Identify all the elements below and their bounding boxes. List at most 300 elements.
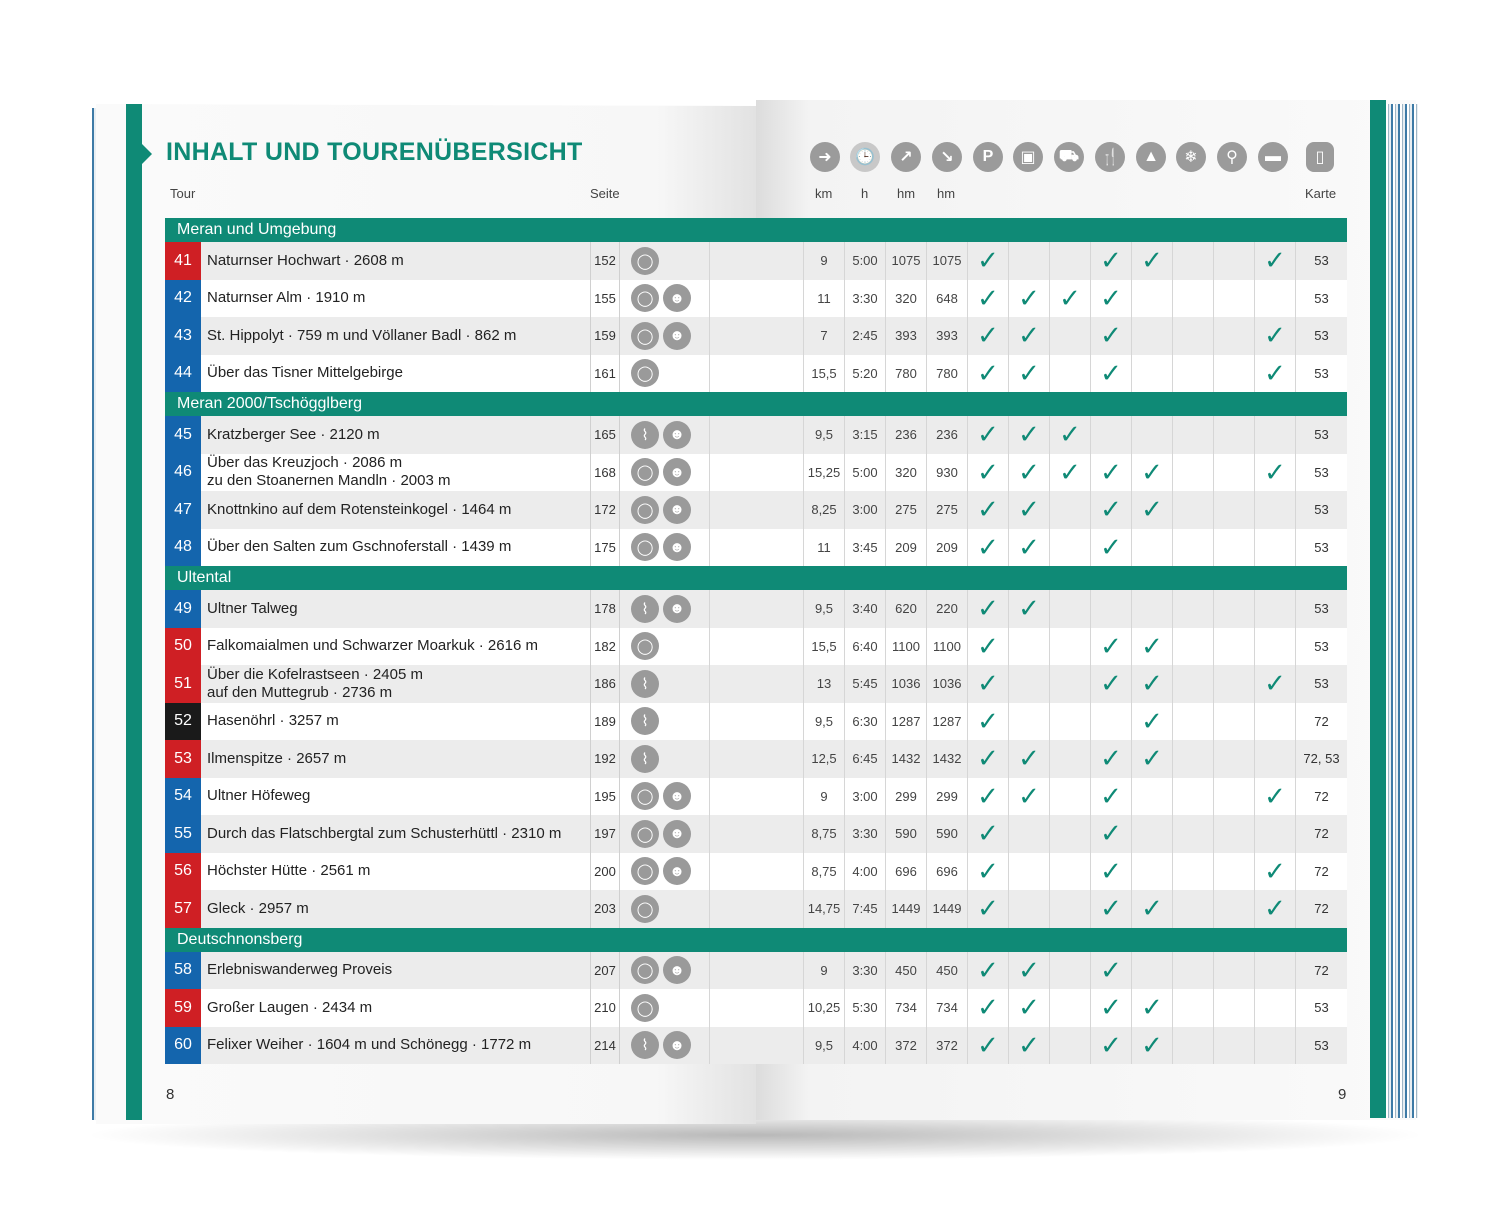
family-icon: ☻ <box>663 322 691 350</box>
map-ref: 72 <box>1295 952 1347 990</box>
family-icon: ☻ <box>663 284 691 312</box>
section-header: Meran und Umgebung <box>165 218 1347 242</box>
gutter-gap <box>709 454 803 492</box>
tour-name-line1: Falkomaialmen und Schwarzer Moarkuk · 2616 m <box>207 637 538 655</box>
feature-check <box>1172 778 1213 816</box>
feature-check <box>1254 454 1295 492</box>
map-ref: 53 <box>1295 454 1347 492</box>
tour-type-icons <box>631 491 711 529</box>
tour-row[interactable] <box>165 665 1347 703</box>
tour-number: 49 <box>165 590 201 628</box>
tour-type-icons <box>631 665 711 703</box>
map-ref: 53 <box>1295 1027 1347 1065</box>
duration-h: 3:40 <box>844 590 885 628</box>
feature-check <box>1172 491 1213 529</box>
feature-check <box>1254 529 1295 567</box>
tour-type-icons <box>631 703 711 741</box>
duration-h: 3:30 <box>844 815 885 853</box>
tour-number: 43 <box>165 317 201 355</box>
feature-check <box>1090 590 1131 628</box>
tour-name-line1: St. Hippolyt · 759 m und Völlaner Badl · 862 m <box>207 326 517 344</box>
feature-check <box>1049 665 1090 703</box>
tour-row[interactable] <box>165 853 1347 891</box>
gutter-gap <box>709 703 803 741</box>
feature-check <box>1254 890 1295 928</box>
tour-name <box>207 529 587 567</box>
feature-check <box>1213 491 1254 529</box>
feature-check: ✓ <box>1008 778 1049 816</box>
ascent-hm: 734 <box>885 989 926 1027</box>
tour-name-line1: Ultner Höfeweg <box>207 787 311 805</box>
loop-tour-icon: ◯ <box>631 857 659 885</box>
feature-check <box>1213 628 1254 666</box>
feature-check: ✓ <box>1131 628 1172 666</box>
map-ref: 53 <box>1295 989 1347 1027</box>
map-ref: 72 <box>1295 703 1347 741</box>
col-header-hm-up: hm <box>897 186 916 201</box>
feature-check <box>1254 853 1295 891</box>
map-ref: 53 <box>1295 590 1347 628</box>
tour-row[interactable] <box>165 1027 1347 1065</box>
descent-hm: 220 <box>926 590 967 628</box>
tour-name-line1: Knottnkino auf dem Rotensteinkogel · 1464 m <box>207 500 512 518</box>
family-icon: ☻ <box>663 956 691 984</box>
feature-check <box>1213 590 1254 628</box>
distance-km: 9 <box>803 952 844 990</box>
distance-km: 15,25 <box>803 454 844 492</box>
feature-check: ✓ <box>967 355 1008 393</box>
tour-row[interactable] <box>165 703 1347 741</box>
feature-check <box>1213 317 1254 355</box>
feature-check <box>1172 317 1213 355</box>
feature-check: ✓ <box>967 628 1008 666</box>
distance-km: 11 <box>803 280 844 318</box>
tour-number: 55 <box>165 815 201 853</box>
tour-type-icons <box>631 454 711 492</box>
loop-tour-icon: ◯ <box>631 322 659 350</box>
tour-type-icons <box>631 853 711 891</box>
feature-check <box>1254 242 1295 280</box>
feature-check <box>1254 491 1295 529</box>
feature-check <box>1008 703 1049 741</box>
descent-hm: 209 <box>926 529 967 567</box>
tour-row[interactable] <box>165 416 1347 454</box>
feature-check: ✓ <box>1049 280 1090 318</box>
tour-row[interactable] <box>165 280 1347 318</box>
tour-name <box>207 815 587 853</box>
distance-km: 8,25 <box>803 491 844 529</box>
page-ref: 207 <box>590 952 620 990</box>
tour-row[interactable] <box>165 529 1347 567</box>
gutter-gap <box>709 628 803 666</box>
oneway-tour-icon: ⌇ <box>631 421 659 449</box>
oneway-tour-icon: ⌇ <box>631 595 659 623</box>
duration-h: 3:30 <box>844 952 885 990</box>
feature-check: ✓ <box>1131 740 1172 778</box>
col-header-seite: Seite <box>590 186 620 201</box>
distance-km: 12,5 <box>803 740 844 778</box>
tour-number: 47 <box>165 491 201 529</box>
map-ref: 53 <box>1295 416 1347 454</box>
tour-number: 45 <box>165 416 201 454</box>
ascent-hm: 320 <box>885 454 926 492</box>
distance-km: 11 <box>803 529 844 567</box>
feature-check <box>1049 703 1090 741</box>
feature-check: ✓ <box>1090 778 1131 816</box>
tour-name-line1: Erlebniswanderweg Proveis <box>207 961 393 979</box>
descent-hm: 1036 <box>926 665 967 703</box>
feature-check <box>1213 740 1254 778</box>
feature-check <box>1213 952 1254 990</box>
feature-check: ✓ <box>1090 317 1131 355</box>
map-ref: 72, 53 <box>1295 740 1347 778</box>
feature-check <box>1172 529 1213 567</box>
tour-name <box>207 416 587 454</box>
tour-row[interactable] <box>165 590 1347 628</box>
gutter-gap <box>709 815 803 853</box>
tour-number: 41 <box>165 242 201 280</box>
feature-check <box>1172 890 1213 928</box>
tour-name <box>207 242 587 280</box>
descent-hm: 696 <box>926 853 967 891</box>
gutter-gap <box>709 355 803 393</box>
tour-type-icons <box>631 355 711 393</box>
tour-row[interactable] <box>165 778 1347 816</box>
page-ref: 214 <box>590 1027 620 1065</box>
feature-check: ✓ <box>1131 890 1172 928</box>
feature-check: ✓ <box>1008 355 1049 393</box>
descent-hm: 1075 <box>926 242 967 280</box>
left-accent-bar <box>126 104 142 1120</box>
distance-km: 9,5 <box>803 416 844 454</box>
descent-hm: 1449 <box>926 890 967 928</box>
feature-check: ✓ <box>967 491 1008 529</box>
tour-name <box>207 853 587 891</box>
tour-name <box>207 317 587 355</box>
loop-tour-icon: ◯ <box>631 284 659 312</box>
oneway-tour-icon: ⌇ <box>631 1031 659 1059</box>
tour-type-icons <box>631 740 711 778</box>
family-icon: ☻ <box>663 820 691 848</box>
feature-check: ✓ <box>1008 952 1049 990</box>
tour-number: 42 <box>165 280 201 318</box>
loop-tour-icon: ◯ <box>631 359 659 387</box>
feature-check: ✓ <box>1090 280 1131 318</box>
tour-row[interactable] <box>165 242 1347 280</box>
ascent-icon: ↗ <box>891 142 921 172</box>
feature-check <box>1213 815 1254 853</box>
tour-row[interactable] <box>165 989 1347 1027</box>
clock-icon: 🕒 <box>850 142 880 172</box>
feature-check <box>1131 853 1172 891</box>
loop-tour-icon: ◯ <box>631 994 659 1022</box>
summit-icon: ▲ <box>1136 142 1166 172</box>
ascent-hm: 1075 <box>885 242 926 280</box>
duration-h: 5:30 <box>844 989 885 1027</box>
feature-check <box>1213 454 1254 492</box>
loop-tour-icon: ◯ <box>631 247 659 275</box>
feature-check: ✓ <box>967 989 1008 1027</box>
feature-check <box>1254 280 1295 318</box>
duration-h: 7:45 <box>844 890 885 928</box>
ascent-hm: 1449 <box>885 890 926 928</box>
feature-check <box>1049 952 1090 990</box>
family-icon: ☻ <box>663 533 691 561</box>
feature-check: ✓ <box>967 454 1008 492</box>
tour-name-line1: Ultner Talweg <box>207 599 298 617</box>
feature-check <box>1049 317 1090 355</box>
feature-check: ✓ <box>1131 1027 1172 1065</box>
gutter-gap <box>709 952 803 990</box>
feature-check: ✓ <box>967 529 1008 567</box>
tour-number: 54 <box>165 778 201 816</box>
feature-check: ✓ <box>1008 280 1049 318</box>
page-ref: 165 <box>590 416 620 454</box>
feature-check <box>1213 890 1254 928</box>
feature-check: ✓ <box>1008 989 1049 1027</box>
distance-km: 9,5 <box>803 703 844 741</box>
map-ref: 53 <box>1295 529 1347 567</box>
feature-check: ✓ <box>967 853 1008 891</box>
tour-number: 48 <box>165 529 201 567</box>
feature-check: ✓ <box>1090 491 1131 529</box>
signpost-icon: ➜ <box>810 142 840 172</box>
tour-name <box>207 280 587 318</box>
feature-check <box>1254 416 1295 454</box>
feature-check <box>1254 665 1295 703</box>
distance-km: 9 <box>803 778 844 816</box>
tour-number: 50 <box>165 628 201 666</box>
feature-check <box>1213 529 1254 567</box>
feature-check: ✓ <box>967 952 1008 990</box>
feature-check: ✓ <box>967 590 1008 628</box>
tour-type-icons <box>631 529 711 567</box>
section-header: Ultental <box>165 566 1347 590</box>
page-ref: 159 <box>590 317 620 355</box>
tour-number: 51 <box>165 665 201 703</box>
feature-check <box>1254 628 1295 666</box>
feature-check: ✓ <box>967 416 1008 454</box>
feature-check <box>1049 590 1090 628</box>
bed-icon: ▬ <box>1258 142 1288 172</box>
feature-check <box>1254 590 1295 628</box>
feature-check: ✓ <box>1131 242 1172 280</box>
tour-name <box>207 628 587 666</box>
loop-tour-icon: ◯ <box>631 533 659 561</box>
gutter-gap <box>709 665 803 703</box>
feature-check <box>1213 280 1254 318</box>
oneway-tour-icon: ⌇ <box>631 745 659 773</box>
tour-type-icons <box>631 815 711 853</box>
feature-check <box>1172 454 1213 492</box>
feature-check: ✓ <box>967 703 1008 741</box>
feature-check: ✓ <box>1008 740 1049 778</box>
feature-check <box>1049 242 1090 280</box>
descent-hm: 930 <box>926 454 967 492</box>
tour-name <box>207 778 587 816</box>
map-ref: 53 <box>1295 280 1347 318</box>
gutter-gap <box>709 242 803 280</box>
tour-row[interactable] <box>165 355 1347 393</box>
tour-row[interactable] <box>165 890 1347 928</box>
tour-type-icons <box>631 778 711 816</box>
loop-tour-icon: ◯ <box>631 782 659 810</box>
tour-name-line1: Über den Salten zum Gschnoferstall · 1439 m <box>207 538 512 556</box>
tour-name <box>207 740 587 778</box>
family-icon: ☻ <box>663 782 691 810</box>
feature-check: ✓ <box>1090 815 1131 853</box>
oneway-tour-icon: ⌇ <box>631 707 659 735</box>
feature-check <box>1131 815 1172 853</box>
feature-check <box>1172 628 1213 666</box>
page-ref: 189 <box>590 703 620 741</box>
page-ref: 155 <box>590 280 620 318</box>
right-page-edges <box>1386 104 1418 1118</box>
feature-check: ✓ <box>967 778 1008 816</box>
gutter-gap <box>709 317 803 355</box>
feature-check <box>1172 703 1213 741</box>
duration-h: 5:00 <box>844 242 885 280</box>
page-title: INHALT UND TOURENÜBERSICHT <box>166 138 583 166</box>
parking-icon: P <box>973 142 1003 172</box>
distance-km: 8,75 <box>803 853 844 891</box>
gutter-gap <box>709 280 803 318</box>
distance-km: 7 <box>803 317 844 355</box>
feature-check: ✓ <box>1090 853 1131 891</box>
tour-number: 44 <box>165 355 201 393</box>
map-ref: 53 <box>1295 491 1347 529</box>
winter-icon: ❄ <box>1176 142 1206 172</box>
feature-check <box>1172 590 1213 628</box>
tour-row[interactable] <box>165 491 1347 529</box>
feature-check: ✓ <box>967 317 1008 355</box>
descent-hm: 734 <box>926 989 967 1027</box>
page-ref: 172 <box>590 491 620 529</box>
tour-number: 53 <box>165 740 201 778</box>
map-icon: ▯ <box>1306 142 1334 172</box>
ascent-hm: 275 <box>885 491 926 529</box>
tour-number: 57 <box>165 890 201 928</box>
gutter-gap <box>709 590 803 628</box>
distance-km: 8,75 <box>803 815 844 853</box>
tour-row[interactable] <box>165 454 1347 492</box>
col-header-hm-down: hm <box>937 186 956 201</box>
feature-check: ✓ <box>1008 1027 1049 1065</box>
feature-check: ✓ <box>1008 317 1049 355</box>
feature-check: ✓ <box>1090 989 1131 1027</box>
feature-check <box>1008 815 1049 853</box>
tour-table <box>165 218 1347 1064</box>
feature-check: ✓ <box>1254 853 1295 891</box>
map-ref: 53 <box>1295 242 1347 280</box>
tour-row[interactable] <box>165 952 1347 990</box>
feature-check <box>1090 416 1131 454</box>
tour-name-line1: Felixer Weiher · 1604 m und Schönegg · 1772 m <box>207 1036 532 1054</box>
feature-check <box>1254 778 1295 816</box>
descent-hm: 372 <box>926 1027 967 1065</box>
feature-check <box>1172 853 1213 891</box>
feature-check: ✓ <box>1090 740 1131 778</box>
duration-h: 3:00 <box>844 491 885 529</box>
map-ref: 72 <box>1295 815 1347 853</box>
duration-h: 3:00 <box>844 778 885 816</box>
map-ref: 53 <box>1295 665 1347 703</box>
map-ref: 72 <box>1295 778 1347 816</box>
family-icon: ☻ <box>663 1031 691 1059</box>
descent-hm: 275 <box>926 491 967 529</box>
ascent-hm: 620 <box>885 590 926 628</box>
feature-check: ✓ <box>1131 454 1172 492</box>
feature-check: ✓ <box>1090 1027 1131 1065</box>
feature-check <box>1213 242 1254 280</box>
duration-h: 6:30 <box>844 703 885 741</box>
map-ref: 72 <box>1295 853 1347 891</box>
feature-check: ✓ <box>1254 242 1295 280</box>
tour-name-line1: Ilmenspitze · 2657 m <box>207 749 347 767</box>
family-icon: ☻ <box>663 421 691 449</box>
feature-check <box>1172 355 1213 393</box>
feature-check <box>1172 280 1213 318</box>
descent-hm: 780 <box>926 355 967 393</box>
feature-check <box>1049 778 1090 816</box>
feature-check: ✓ <box>1254 778 1295 816</box>
tour-type-icons <box>631 1027 711 1065</box>
feature-check: ✓ <box>967 1027 1008 1065</box>
page-ref: 210 <box>590 989 620 1027</box>
tour-type-icons <box>631 952 711 990</box>
feature-check <box>1172 952 1213 990</box>
tour-name-line1: Über das Kreuzjoch · 2086 m <box>207 454 403 472</box>
tour-row[interactable] <box>165 815 1347 853</box>
tour-name <box>207 989 587 1027</box>
distance-km: 10,25 <box>803 989 844 1027</box>
ascent-hm: 590 <box>885 815 926 853</box>
feature-check <box>1090 703 1131 741</box>
descent-hm: 393 <box>926 317 967 355</box>
tour-name-line1: Über das Tisner Mittelgebirge <box>207 364 403 382</box>
tour-name-line2: zu den Stoanernen Mandln · 2003 m <box>207 472 451 490</box>
tour-name <box>207 355 587 393</box>
feature-check: ✓ <box>1090 952 1131 990</box>
right-accent-bar <box>1370 100 1386 1118</box>
title-arrow-icon <box>142 144 152 164</box>
ascent-hm: 696 <box>885 853 926 891</box>
page-ref: 203 <box>590 890 620 928</box>
family-icon: ☻ <box>663 857 691 885</box>
tour-row[interactable] <box>165 740 1347 778</box>
section-header: Deutschnonsberg <box>165 928 1347 952</box>
feature-check: ✓ <box>1090 454 1131 492</box>
feature-check <box>1131 416 1172 454</box>
ascent-hm: 236 <box>885 416 926 454</box>
tour-row[interactable] <box>165 628 1347 666</box>
ascent-hm: 393 <box>885 317 926 355</box>
tour-row[interactable] <box>165 317 1347 355</box>
feature-check: ✓ <box>1090 355 1131 393</box>
feature-check <box>1213 416 1254 454</box>
tour-name-line1: Naturnser Alm · 1910 m <box>207 289 366 307</box>
loop-tour-icon: ◯ <box>631 895 659 923</box>
feature-check <box>1049 989 1090 1027</box>
oneway-tour-icon: ⌇ <box>631 670 659 698</box>
feature-check <box>1049 890 1090 928</box>
feature-check: ✓ <box>1254 454 1295 492</box>
descent-hm: 299 <box>926 778 967 816</box>
feature-check: ✓ <box>967 740 1008 778</box>
tour-name <box>207 665 587 703</box>
feature-check: ✓ <box>1090 890 1131 928</box>
feature-check <box>1049 491 1090 529</box>
